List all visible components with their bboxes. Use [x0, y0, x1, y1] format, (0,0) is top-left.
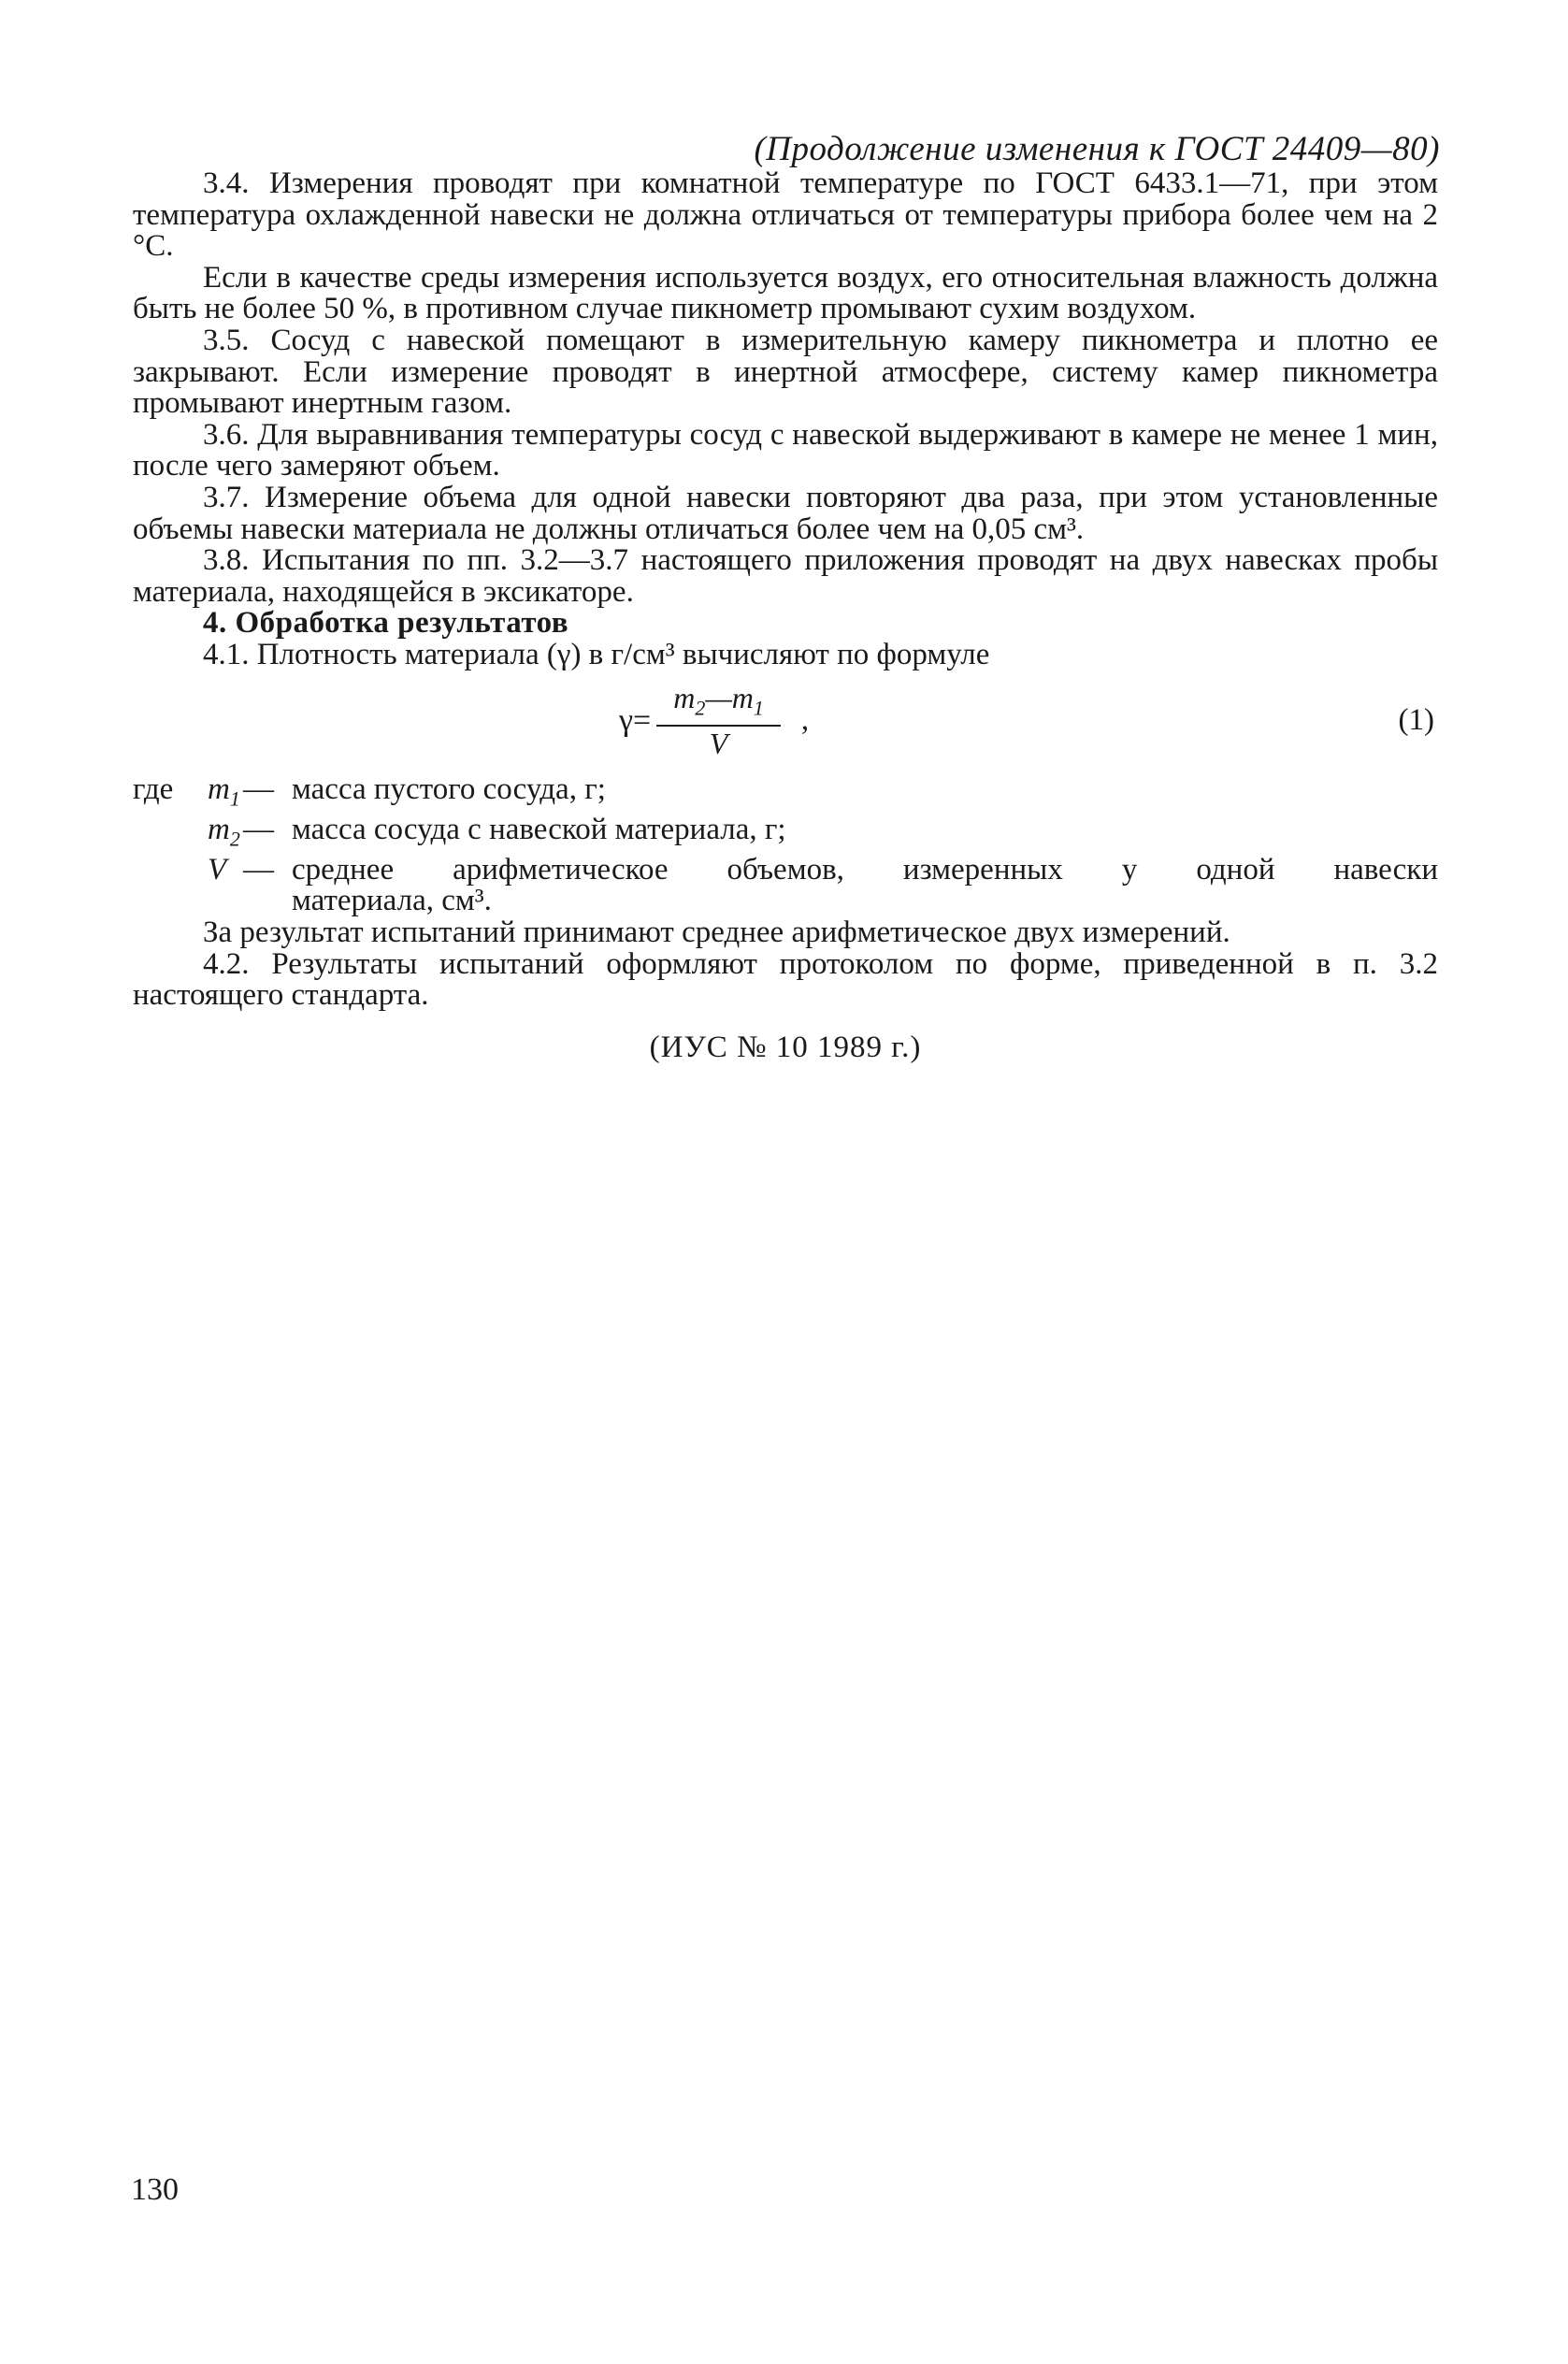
definition-m2	[133, 814, 1438, 855]
equation-number: (1)	[1398, 702, 1434, 737]
numerator-operator: —	[705, 680, 732, 714]
document-body	[133, 168, 1438, 1063]
definition-dash: —	[243, 852, 274, 886]
formula-denominator: V	[709, 727, 728, 761]
paragraph-3-4-air: Если в качестве среды измерения используется воздух, его относительная влажность должна быть не более 50 %, в противном случае пикнометр промывают сухим воздухом.	[133, 260, 1438, 326]
paragraph-3-7: 3.7. Измерение объема для одной навески повторяют два раза, при этом установленные объемы навески материала не должны отличаться более чем на 0,05 см³.	[133, 480, 1438, 546]
symbol-m2	[208, 814, 243, 855]
running-header: (Продолжение изменения к ГОСТ 24409—80)	[754, 130, 1440, 168]
variable-definitions	[133, 771, 1438, 918]
symbol-m2-letter: m	[208, 812, 230, 846]
definition-v-continuation: материала, см³.	[292, 884, 492, 918]
formula-numerator	[656, 680, 781, 728]
where-label: где	[133, 771, 174, 806]
definition-m2-text: масса сосуда с навеской материала, г;	[292, 812, 786, 846]
symbol-m1	[208, 771, 243, 814]
paragraph-3-5: 3.5. Сосуд с навеской помещают в измерительную камеру пикнометра и плотно ее закрывают. Если измерение проводят в инертной атмосфере, систему камер пикнометра промывают инертным газом.	[133, 323, 1438, 421]
formula-trailing-comma: ,	[800, 703, 810, 738]
symbol-m1-sub: 1	[229, 786, 240, 811]
symbol-v: V	[208, 852, 227, 886]
section-heading-4: 4. Обработка результатов	[203, 606, 569, 641]
paragraph-3-4: 3.4. Измерения проводят при комнатной температуре по ГОСТ 6433.1—71, при этом температура охлажденной навески не должна отличаться от температуры прибора более чем на 2 °С.	[133, 166, 1438, 264]
numerator-symbol-b: m	[731, 680, 754, 714]
definition-v	[133, 852, 1438, 886]
paragraph-result: За результат испытаний принимают среднее арифметическое двух измерений.	[203, 915, 1230, 950]
paragraph-4-1: 4.1. Плотность материала (γ) в г/см³ вычисляют по формуле	[203, 637, 990, 671]
ius-reference: (ИУС № 10 1989 г.)	[649, 1030, 922, 1064]
paragraph-3-8: 3.8. Испытания по пп. 3.2—3.7 настоящего приложения проводят на двух навесках пробы материала, находящейся в эксикаторе.	[133, 543, 1438, 609]
paragraph-4-2: 4.2. Результаты испытаний оформляют протоколом по форме, приведенной в п. 3.2 настоящего стандарта.	[133, 946, 1438, 1013]
numerator-subscript-a: 2	[695, 695, 706, 719]
symbol-m2-sub: 2	[229, 827, 240, 851]
definition-v-text-line1: среднее арифметическое объемов, измеренных у одной навески	[292, 852, 1438, 886]
paragraph-3-6: 3.6. Для выравнивания температуры сосуд с навеской выдерживают в камере не менее 1 мин, после чего замеряют объем.	[133, 417, 1438, 483]
formula-fraction	[656, 680, 781, 761]
formula-block	[133, 680, 1438, 769]
numerator-symbol-a: m	[673, 680, 696, 714]
symbol-m1-letter: m	[208, 771, 230, 806]
definition-m1-text: масса пустого сосуда, г;	[292, 771, 606, 806]
page-number: 130	[131, 2172, 179, 2207]
formula-lhs: γ=	[619, 703, 652, 739]
definition-dash: —	[243, 771, 274, 806]
density-formula	[619, 680, 810, 761]
numerator-subscript-b: 1	[753, 695, 764, 719]
definition-dash: —	[243, 812, 274, 846]
definition-m1	[133, 771, 1438, 814]
